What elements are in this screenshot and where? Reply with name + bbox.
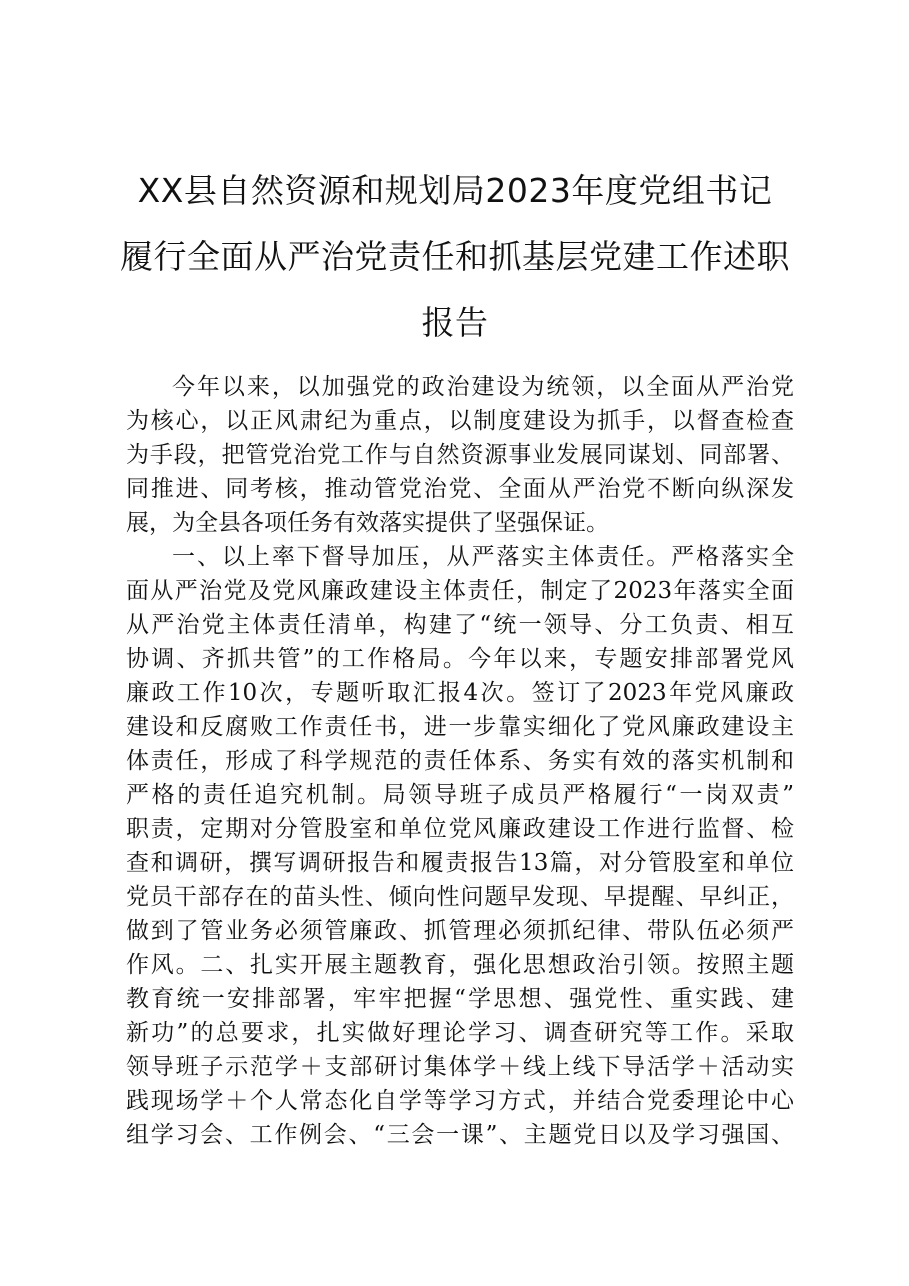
body-line: 践现场学＋个人常态化自学等学习方式，并结合党委理论中心 — [126, 1088, 794, 1114]
title-line: 报告 — [421, 303, 489, 342]
body-line: 廉政工作10次，专题听取汇报4次。签订了2023年党风廉政 — [126, 680, 794, 706]
body-line: 查和调研，撰写调研报告和履责报告13篇，对分管股室和单位 — [126, 850, 794, 876]
body-line: 教育统一安排部署，牢牢把握“学思想、强党性、重实践、建 — [126, 986, 794, 1012]
body-line: 组学习会、工作例会、“三会一课”、主题党日以及学习强国、 — [126, 1122, 794, 1148]
body-line: 党员干部存在的苗头性、倾向性问题早发现、早提醒、早纠正， — [126, 884, 794, 910]
body-line: 作风。二、扎实开展主题教育，强化思想政治引领。按照主题 — [126, 952, 794, 978]
body-line: 为手段，把管党治党工作与自然资源事业发展同谋划、同部署、 — [126, 442, 794, 468]
body-line: 新功”的总要求，扎实做好理论学习、调查研究等工作。采取 — [126, 1020, 794, 1046]
title-line: 履行全面从严治党责任和抓基层党建工作述职 — [120, 237, 790, 276]
body-line: 展，为全县各项任务有效落实提供了坚强保证。 — [126, 510, 609, 536]
body-line: 一、以上率下督导加压，从严落实主体责任。严格落实全 — [172, 544, 794, 570]
body-line: 做到了管业务必须管廉政、抓管理必须抓纪律、带队伍必须严 — [126, 918, 794, 944]
title-line: XX县自然资源和规划局2023年度党组书记 — [137, 171, 773, 210]
body-line: 为核心，以正风肃纪为重点，以制度建设为抓手，以督查检查 — [126, 408, 794, 434]
body-line: 职责，定期对分管股室和单位党风廉政建设工作进行监督、检 — [126, 816, 794, 842]
document-title — [90, 158, 820, 356]
body-line: 体责任，形成了科学规范的责任体系、务实有效的落实机制和 — [126, 748, 794, 774]
document-body — [126, 370, 794, 1152]
body-line: 同推进、同考核，推动管党治党、全面从严治党不断向纵深发 — [126, 476, 794, 502]
body-line: 建设和反腐败工作责任书，进一步靠实细化了党风廉政建设主 — [126, 714, 794, 740]
body-line: 严格的责任追究机制。局领导班子成员严格履行“一岗双责” — [126, 782, 794, 808]
body-line: 今年以来，以加强党的政治建设为统领，以全面从严治党 — [172, 374, 794, 400]
body-line: 领导班子示范学＋支部研讨集体学＋线上线下导活学＋活动实 — [126, 1054, 794, 1080]
body-line: 协调、齐抓共管”的工作格局。今年以来，专题安排部署党风 — [126, 646, 794, 672]
body-line: 从严治党主体责任清单，构建了“统一领导、分工负责、相互 — [126, 612, 794, 638]
body-line: 面从严治党及党风廉政建设主体责任，制定了2023年落实全面 — [126, 578, 794, 604]
